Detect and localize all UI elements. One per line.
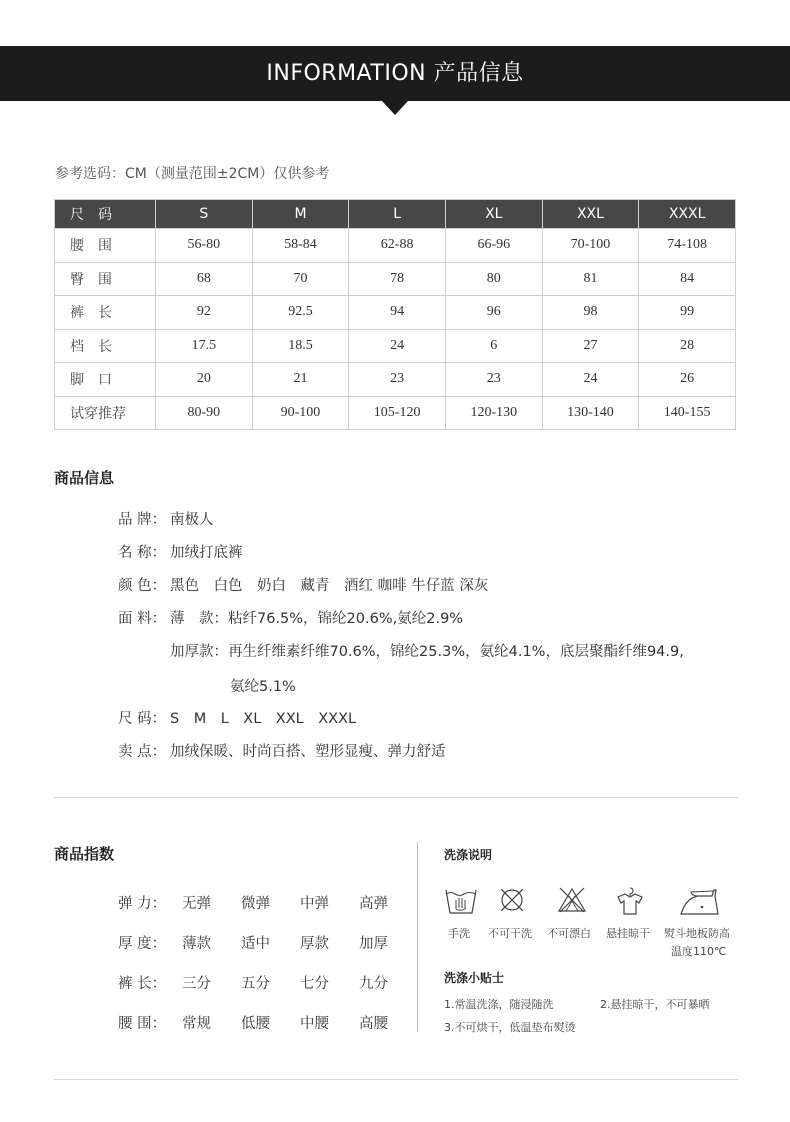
info-banner xyxy=(0,46,790,101)
row-label: 臀 围 xyxy=(55,262,156,296)
row-label: 脚 口 xyxy=(55,363,156,397)
info-label: 颜 色： xyxy=(118,578,167,594)
index-option: 无弹 xyxy=(182,896,211,912)
table-cell: 24 xyxy=(349,329,446,363)
no-bleach-icon xyxy=(556,886,588,914)
table-cell: 26 xyxy=(639,363,736,397)
index-option: 中弹 xyxy=(300,896,329,912)
index-label: 裤 长： xyxy=(118,976,167,992)
info-value: S M L XL XXL XXXL xyxy=(170,711,357,727)
table-row xyxy=(55,396,736,430)
table-cell: 80-90 xyxy=(156,396,253,430)
table-cell: 23 xyxy=(349,363,446,397)
table-cell: 20 xyxy=(156,363,253,397)
info-name xyxy=(118,541,243,562)
header-cell: L xyxy=(349,200,446,229)
info-color xyxy=(118,574,488,595)
info-brand xyxy=(118,508,214,529)
row-label: 腰 围 xyxy=(55,229,156,263)
index-option: 适中 xyxy=(241,936,270,952)
washing-tip: 1.常温洗涤，随浸随洗 xyxy=(444,998,554,1011)
table-row xyxy=(55,262,736,296)
index-option: 薄款 xyxy=(182,936,211,952)
wash-label: 熨斗地板防高 xyxy=(664,927,730,940)
table-cell: 21 xyxy=(252,363,349,397)
table-cell: 105-120 xyxy=(349,396,446,430)
table-cell: 92.5 xyxy=(252,296,349,330)
info-value: 薄 款：粘纤76.5%，锦纶20.6%,氨纶2.9% xyxy=(170,611,464,627)
table-cell: 17.5 xyxy=(156,329,253,363)
table-row xyxy=(55,363,736,397)
table-cell: 78 xyxy=(349,262,446,296)
banner-notch xyxy=(382,101,408,115)
table-cell: 120-130 xyxy=(445,396,542,430)
index-option: 三分 xyxy=(182,976,211,992)
index-row-waist xyxy=(118,1012,418,1033)
table-cell: 68 xyxy=(156,262,253,296)
info-fabric xyxy=(118,607,463,628)
index-option: 厚款 xyxy=(300,936,329,952)
table-row xyxy=(55,329,736,363)
index-row-length xyxy=(118,972,418,993)
header-cell: S xyxy=(156,200,253,229)
table-row xyxy=(55,296,736,330)
washing-title: 洗涤说明 xyxy=(444,848,493,862)
table-cell: 81 xyxy=(542,262,639,296)
table-cell: 6 xyxy=(445,329,542,363)
info-value: 加绒保暖、时尚百搭、塑形显瘦、弹力舒适 xyxy=(170,744,446,760)
table-cell: 98 xyxy=(542,296,639,330)
info-label: 面 料： xyxy=(118,611,167,627)
header-cell: XXL xyxy=(542,200,639,229)
wash-label: 手洗 xyxy=(448,927,470,940)
info-fabric-thick: 加厚款：再生纤维素纤维70.6%，锦纶25.3%，氨纶4.1%，底层聚酯纤维94.9, xyxy=(170,644,684,660)
table-row xyxy=(55,229,736,263)
index-option: 低腰 xyxy=(241,1016,270,1032)
section-divider xyxy=(54,797,738,798)
table-cell: 84 xyxy=(639,262,736,296)
header-cell: M xyxy=(252,200,349,229)
info-label: 尺 码： xyxy=(118,711,167,727)
product-info-title: 商品信息 xyxy=(54,469,115,487)
hand-wash-icon xyxy=(444,886,478,916)
wash-label: 不可干洗 xyxy=(488,927,532,940)
info-sizes xyxy=(118,707,356,728)
vertical-divider xyxy=(417,842,418,1032)
table-cell: 58-84 xyxy=(252,229,349,263)
table-cell: 23 xyxy=(445,363,542,397)
size-reference-note: 参考选码：CM（测量范围±2CM）仅供参考 xyxy=(55,166,330,182)
table-cell: 92 xyxy=(156,296,253,330)
table-cell: 70 xyxy=(252,262,349,296)
index-row-thickness xyxy=(118,932,418,953)
table-cell: 27 xyxy=(542,329,639,363)
index-option: 加厚 xyxy=(359,936,388,952)
row-label: 裤 长 xyxy=(55,296,156,330)
table-cell: 24 xyxy=(542,363,639,397)
info-value: 南极人 xyxy=(170,512,214,528)
row-label: 档 长 xyxy=(55,329,156,363)
header-cell: XXXL xyxy=(639,200,736,229)
index-option: 高腰 xyxy=(359,1016,388,1032)
index-option: 七分 xyxy=(300,976,329,992)
no-dry-clean-icon xyxy=(498,886,526,914)
info-label: 名 称： xyxy=(118,545,167,561)
index-option: 高弹 xyxy=(359,896,388,912)
index-option: 五分 xyxy=(241,976,270,992)
size-table-header xyxy=(55,200,736,229)
index-label: 腰 围： xyxy=(118,1016,167,1032)
table-cell: 18.5 xyxy=(252,329,349,363)
hang-dry-icon xyxy=(614,886,646,916)
table-cell: 56-80 xyxy=(156,229,253,263)
index-row-elasticity xyxy=(118,892,418,913)
info-fabric-thick-cont: 氨纶5.1% xyxy=(230,679,296,695)
table-cell: 28 xyxy=(639,329,736,363)
size-table xyxy=(54,199,736,430)
index-label: 弹 力： xyxy=(118,896,167,912)
info-selling-points xyxy=(118,740,446,761)
info-value: 黑色 白色 奶白 藏青 酒红 咖啡 牛仔蓝 深灰 xyxy=(170,578,489,594)
table-cell: 99 xyxy=(639,296,736,330)
table-cell: 130-140 xyxy=(542,396,639,430)
info-value: 加绒打底裤 xyxy=(170,545,243,561)
info-label: 品 牌： xyxy=(118,512,167,528)
banner-title: INFORMATION 产品信息 xyxy=(266,61,524,86)
index-option: 常规 xyxy=(182,1016,211,1032)
index-label: 厚 度： xyxy=(118,936,167,952)
header-cell: XL xyxy=(445,200,542,229)
header-cell: 尺 码 xyxy=(55,200,156,229)
table-cell: 90-100 xyxy=(252,396,349,430)
table-cell: 62-88 xyxy=(349,229,446,263)
iron-icon xyxy=(678,886,722,916)
wash-label: 不可漂白 xyxy=(547,927,591,940)
table-cell: 66-96 xyxy=(445,229,542,263)
table-cell: 74-108 xyxy=(639,229,736,263)
table-cell: 94 xyxy=(349,296,446,330)
product-index-title: 商品指数 xyxy=(54,845,115,863)
washing-tip: 3.不可烘干，低温垫布熨烫 xyxy=(444,1021,576,1034)
index-option: 九分 xyxy=(359,976,388,992)
table-cell: 96 xyxy=(445,296,542,330)
section-divider xyxy=(54,1079,738,1080)
table-cell: 80 xyxy=(445,262,542,296)
table-cell: 70-100 xyxy=(542,229,639,263)
wash-label: 悬挂晾干 xyxy=(606,927,650,940)
wash-label-cont: 温度110℃ xyxy=(671,945,727,958)
info-label: 卖 点： xyxy=(118,744,167,760)
row-label: 试穿推荐 xyxy=(55,396,156,430)
washing-tips-title: 洗涤小贴士 xyxy=(444,971,505,985)
table-cell: 140-155 xyxy=(639,396,736,430)
washing-tip: 2.悬挂晾干，不可暴晒 xyxy=(600,998,710,1011)
index-option: 中腰 xyxy=(300,1016,329,1032)
index-option: 微弹 xyxy=(241,896,270,912)
